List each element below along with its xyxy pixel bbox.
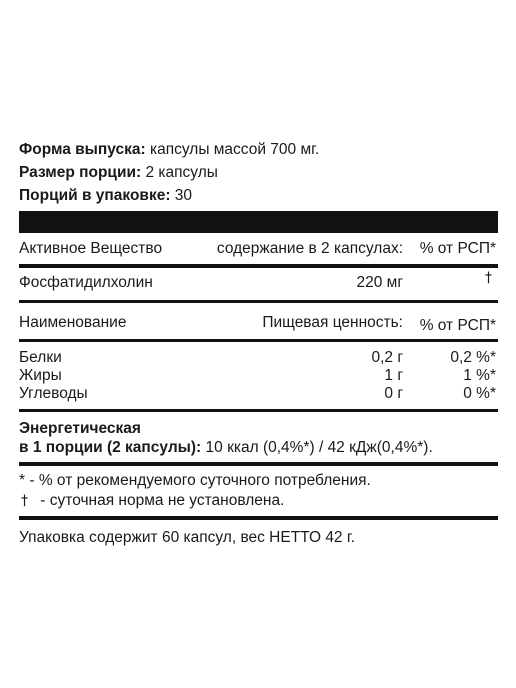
footnote-text: - % от рекомендуемого суточного потребления. xyxy=(25,472,371,489)
nutrient-name: Белки xyxy=(19,349,62,366)
divider xyxy=(19,462,498,466)
nutrient-percent: 1 %* xyxy=(463,367,496,384)
table-row xyxy=(19,270,498,293)
active-table-header xyxy=(19,239,498,259)
table-row xyxy=(19,366,498,385)
servings-per-package-value: 30 xyxy=(170,187,193,204)
nutrient-percent: 0 %* xyxy=(463,385,496,402)
ingredient-percent: † xyxy=(485,270,492,286)
serving-size-label: Размер порции: xyxy=(19,164,142,181)
footnote-text: - суточная норма не установлена. xyxy=(36,492,285,509)
release-form-value: капсулы массой 700 мг. xyxy=(145,141,320,158)
table-top-bar xyxy=(19,211,498,233)
nutrition-value-header: Пищевая ценность: xyxy=(262,314,403,331)
table-row xyxy=(19,384,498,403)
nutrient-amount: 0 г xyxy=(384,385,403,402)
servings-per-package-label: Порций в упаковке: xyxy=(19,187,171,204)
release-form-line xyxy=(19,140,319,160)
energy-title: Энергетическая xyxy=(19,420,141,437)
active-percent-header: % от РСП* xyxy=(419,240,496,257)
package-info: Упаковка содержит 60 капсул, вес НЕТТО 42 г. xyxy=(19,529,355,546)
serving-size-line xyxy=(19,163,218,183)
table-row xyxy=(19,348,498,367)
divider xyxy=(19,339,498,342)
ingredient-amount: 220 мг xyxy=(356,274,403,291)
divider xyxy=(19,409,498,412)
release-form-label: Форма выпуска: xyxy=(19,141,146,158)
asterisk-symbol: * xyxy=(19,472,26,489)
active-ingredient-header: Активное Вещество xyxy=(19,240,163,257)
serving-size-value: 2 капсулы xyxy=(141,164,218,181)
nutrient-amount: 1 г xyxy=(384,367,403,384)
divider xyxy=(19,516,498,520)
footnote-rsp xyxy=(19,471,371,491)
servings-per-package-line xyxy=(19,186,192,206)
nutrition-percent-header: % от РСП* xyxy=(419,317,496,334)
nutrient-amount: 0,2 г xyxy=(371,349,403,366)
nutrient-name: Жиры xyxy=(19,367,62,384)
nutrition-name-header: Наименование xyxy=(19,314,127,331)
energy-serving-label: в 1 порции (2 капсулы): xyxy=(19,439,202,456)
nutrition-table-header xyxy=(19,313,498,333)
footnote-dagger xyxy=(19,491,284,511)
nutrient-name: Углеводы xyxy=(19,385,88,402)
active-content-header: содержание в 2 капсулах: xyxy=(216,240,403,257)
divider xyxy=(19,300,498,303)
divider xyxy=(19,264,498,268)
energy-value xyxy=(19,419,433,457)
ingredient-name: Фосфатидилхолин xyxy=(19,274,153,291)
energy-serving-value: 10 ккал (0,4%*) / 42 кДж(0,4%*). xyxy=(201,439,433,456)
dagger-symbol: † xyxy=(21,493,28,509)
nutrient-percent: 0,2 %* xyxy=(450,349,496,366)
